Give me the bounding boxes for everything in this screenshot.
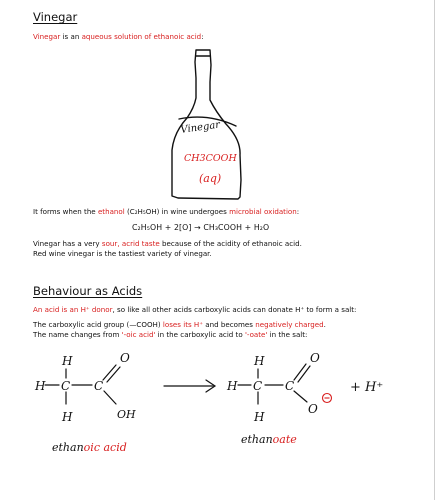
- acid-c2: C: [94, 379, 104, 393]
- loses-h-term: loses its H⁺: [162, 320, 204, 329]
- acid-h-left: H: [35, 379, 46, 393]
- salt-h-bottom: H: [254, 410, 265, 424]
- salt-c1: C: [253, 379, 263, 393]
- negative-charge-icon: [323, 394, 332, 403]
- ethanoate-label: ethanoate: [241, 433, 297, 446]
- salt-o-single: O: [308, 402, 318, 416]
- forms-sentence: It forms when the ethanol (C₂H₅OH) in wine undergoes microbial oxidation:: [33, 207, 300, 216]
- salt-h-left: H: [227, 379, 238, 393]
- acid-oh-group: OH: [117, 408, 136, 421]
- plus-h-ion: + H⁺: [350, 380, 384, 395]
- red-wine-sentence: Red wine vinegar is the tastiest variety of vinegar.: [33, 249, 212, 258]
- salt-c2: C: [285, 379, 295, 393]
- acid-h-bottom: H: [62, 410, 73, 424]
- bottle-label-aq: (aq): [199, 172, 222, 185]
- acid-h-top: H: [62, 354, 73, 368]
- aqueous-solution-term: aqueous solution of ethanoic acid: [81, 32, 202, 41]
- vinegar-intro: Vinegar is an aqueous solution of ethanoic acid:: [33, 32, 204, 41]
- salt-o-double: O: [310, 351, 320, 365]
- taste-term: sour, acrid taste: [101, 239, 160, 248]
- ethanol-term: ethanol: [97, 207, 125, 216]
- carboxyl-group-sentence: The carboxylic acid group (—COOH) loses its H⁺ and becomes negatively charged.: [33, 320, 326, 329]
- taste-sentence: Vinegar has a very sour, acrid taste because of the acidity of ethanoic acid.: [33, 239, 302, 248]
- bottle-label-formula: CH3COOH: [184, 153, 237, 164]
- vinegar-heading: Vinegar: [33, 10, 78, 24]
- acid-donor-sentence: An acid is an H⁺ donor, so like all other acids carboxylic acids can donate H⁺ to form a salt:: [33, 305, 357, 314]
- oate-term: '-oate': [244, 330, 268, 339]
- salt-h-top: H: [254, 354, 265, 368]
- negatively-charged-term: negatively charged: [255, 320, 324, 329]
- oxidation-equation: C₂H₅OH + 2[O] → CH₃COOH + H₂O: [132, 223, 270, 232]
- bottle-label-vinegar: Vinegar: [179, 119, 221, 136]
- microbial-oxidation-term: microbial oxidation: [229, 207, 297, 216]
- acid-definition-term: An acid is an H⁺ donor: [33, 305, 113, 314]
- vinegar-term: Vinegar: [33, 32, 61, 41]
- name-change-sentence: The name changes from '-oic acid' in the carboxylic acid to '-oate' in the salt:: [33, 330, 308, 339]
- acid-c1: C: [61, 379, 71, 393]
- ethanoic-acid-label: ethanoic acid: [52, 441, 127, 454]
- oic-acid-term: '-oic acid': [121, 330, 156, 339]
- behaviour-heading: Behaviour as Acids: [33, 284, 143, 298]
- acid-o-double: O: [120, 351, 130, 365]
